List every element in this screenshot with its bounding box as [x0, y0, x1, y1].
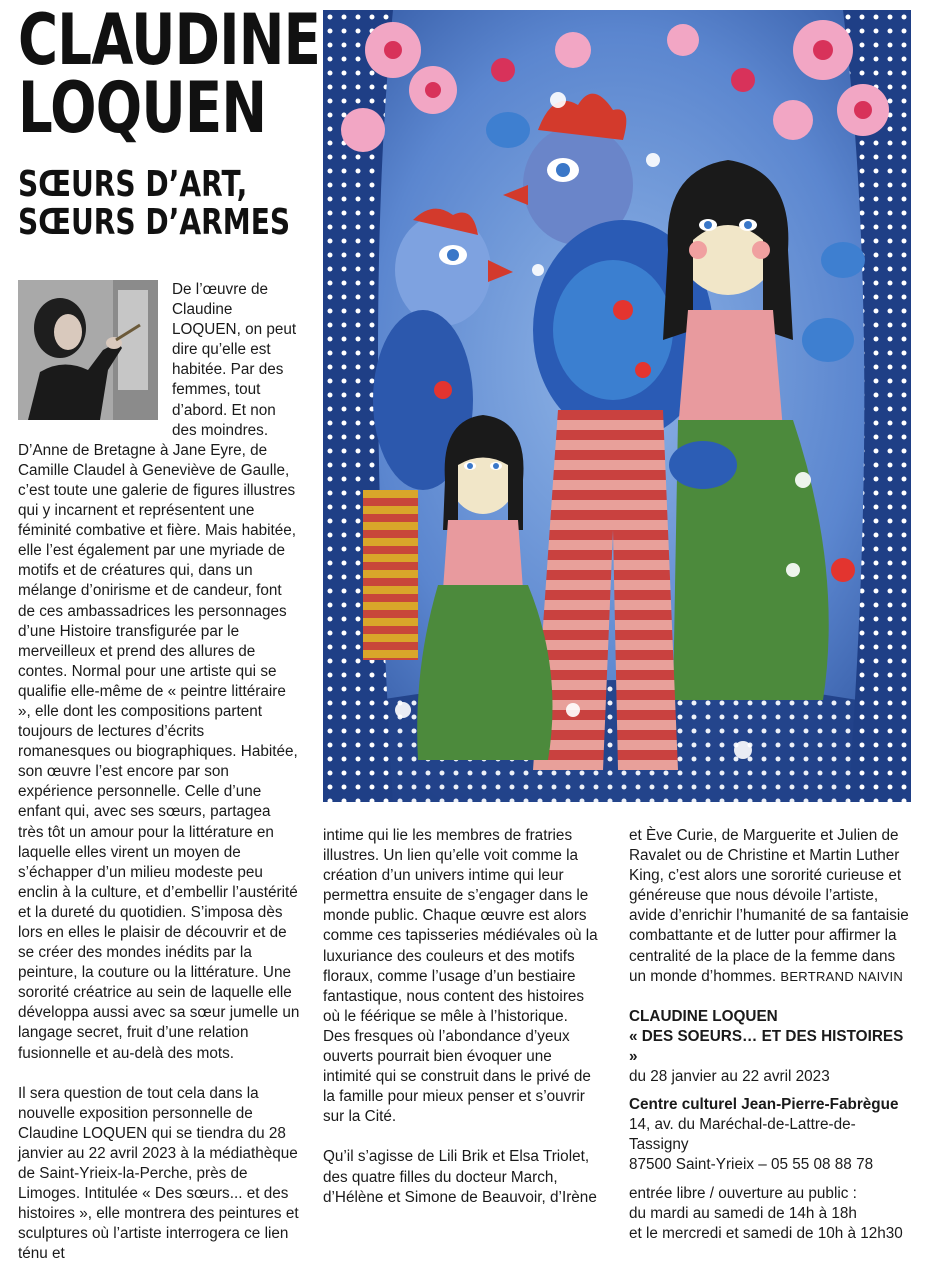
paragraph	[629, 826, 911, 987]
author-byline: BERTRAND NAIVIN	[780, 968, 904, 984]
info-dates: du 28 janvier au 22 avril 2023	[629, 1068, 830, 1086]
paragraph: intime qui lie les membres de fratries illustres. Un lien qu’elle voit comme la création d’un univers intime qui leur permettra ensuite de s’engager dans le monde public. Chaque œuvre est alors comme ces tapisseries médiévales où la luxuriance des couleurs et des motifs floraux, comme l’usage d’un bestiaire fantastique, nous content des histoires où le féérique se mêle à l’historique. Des fresques où l’abondance d’yeux ouverts pourrait bien évoquer une intimité qui se construit dans le privé de la famille pour mieux penser et s’ouvrir sur la Cité.	[323, 827, 598, 1126]
info-address-2: 87500 Saint-Yrieix – 05 55 08 88 78	[629, 1156, 874, 1174]
article-column-3	[629, 826, 911, 1244]
subtitle-line-1: SŒURS D’ART,	[18, 164, 248, 205]
title-line-1: CLAUDINE	[18, 0, 321, 81]
info-venue: Centre culturel Jean-Pierre-Fabrègue	[629, 1096, 899, 1114]
paragraph: Il sera question de tout cela dans la nouvelle exposition personnelle de Claudine LOQUEN qui se tiendra du 28 janvier au 22 avril 2023 à la médiathèque de Saint-Yrieix-la-Perche, près de Limoges. Intitulée « Des sœurs... et des histoires », elle montrera des peintures et sculptures où l’artiste interrogera ce lien ténu et	[18, 1084, 299, 1263]
paragraph: De l’œuvre de Claudine LOQUEN, on peut dire qu’elle est habitée. Par des femmes, tout d’abord. Et non des moindres. D’Anne de Bretagne à Jane Eyre, de Camille Claudel à Geneviève de Gaulle, c’est toute une galerie de figures illustres qui y incarnent et représentent une féminité combative et fière. Mais habitée, elle l’est également par une myriade de motifs et de créatures qui, dans un mélange d’onirisme et de candeur, font de ces ambassadrices les personnages d’une Histoire transfigurée par le merveilleux et prend des allures de contes. Normal pour une artiste qui se qualifie elle-même de « peintre littéraire », elle dont les compositions partent toujours de lectures d’écrits romanesques ou biographiques. Habitée, son œuvre l’est encore par son expérience personnelle. Celle d’une enfant qui, avec ses sœurs, partagea très tôt un amour pour la littérature en laquelle elles virent un moyen de s’échapper d’un milieu modeste peu enclin à la culture, et d’embellir l’austérité et la dureté du quotidien. S’imposa dès lors en elles le plaisir de découvrir et de se créer des mondes inédits par la peinture, la couture ou la littérature. Une sororité créatrice au sein de laquelle elle développa aussi avec sa sœur jumelle un langage secret, fruit d’une relation fusionnelle et au-delà des mots.	[18, 281, 300, 1062]
paragraph-text: et Ève Curie, de Marguerite et Julien de Ravalet ou de Christine et Martin Luther King, c’est alors une sororité curieuse et généreuse que nous dévoile l’artiste, avide d’enrichir l’humanité de sa fantaisie combattante et de lutter pour affirmer la centralité de la place de la femme dans un monde d’hommes.	[629, 827, 909, 985]
info-entry: entrée libre / ouverture au public :	[629, 1184, 857, 1202]
article-subtitle	[18, 166, 290, 242]
info-exhibition-title: « DES SOEURS… ET DES HISTOIRES »	[629, 1027, 904, 1065]
article-column-1	[18, 280, 300, 1265]
page-title	[18, 0, 321, 149]
info-address-1: 14, av. du Maréchal-de-Lattre-de-Tassigny	[629, 1116, 856, 1154]
paragraph: Qu’il s’agisse de Lili Brik et Elsa Triolet, des quatre filles du docteur March, d’Hélène et Simone de Beauvoir, d’Irène	[323, 1148, 597, 1206]
subtitle-line-2: SŒURS D’ARMES	[18, 202, 291, 243]
photo-float-spacer	[18, 280, 172, 440]
article-column-2	[323, 826, 599, 1208]
info-artist: CLAUDINE LOQUEN	[629, 1007, 778, 1025]
painting-image	[323, 10, 911, 802]
title-line-2: LOQUEN	[18, 67, 267, 149]
info-hours-1: du mardi au samedi de 14h à 18h	[629, 1204, 857, 1222]
info-hours-2: et le mercredi et samedi de 10h à 12h30	[629, 1224, 903, 1242]
exhibition-info	[629, 1007, 911, 1244]
